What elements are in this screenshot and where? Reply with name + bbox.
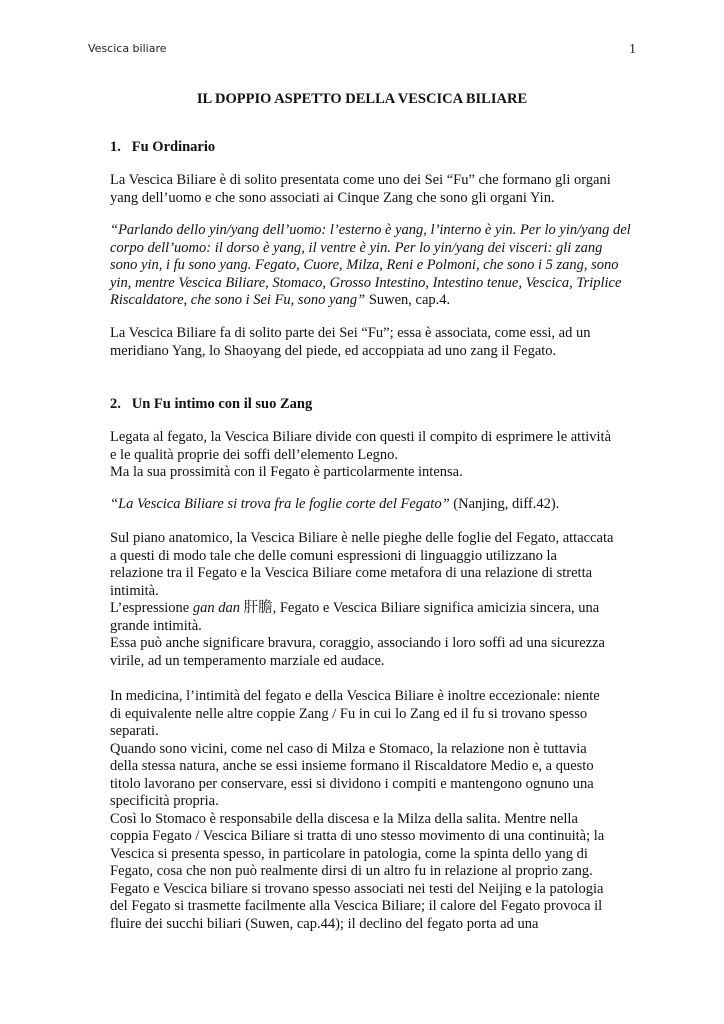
text-line: yin, mentre Vescica Biliare, Stomaco, Grosso Intestino, Intestino tenue, Vescica, Triplice [110, 274, 622, 291]
text-line: del Fegato si trasmette facilmente alla Vescica Biliare; il calore del Fegato provoca il [110, 898, 603, 914]
text-line: virile, ad un temperamento marziale ed audace. [110, 652, 385, 669]
text-segment: 肝膽, Fegato e Vescica Biliare significa amicizia sincera, una [239, 600, 600, 616]
text-line: specificità propria. [110, 793, 219, 809]
text-line: corpo dell’uomo: il dorso è yang, il ventre è yin. Per lo yin/yang dei visceri: gli zang [110, 239, 603, 256]
text-line: intimità. [110, 582, 159, 599]
paragraph-sei-fu [110, 325, 591, 360]
text-line: a questi di modo tale che delle comuni espressioni di linguaggio utilizzano la [110, 547, 557, 564]
text-line: Ma la sua prossimità con il Fegato è particolarmente intensa. [110, 464, 463, 480]
text-line: yang dell’uomo e che sono associati ai Cinque Zang che sono gli organi Yin. [110, 189, 555, 206]
document-title: IL DOPPIO ASPETTO DELLA VESCICA BILIARE [196, 91, 528, 107]
text-line: e le qualità proprie dei soffi dell’elemento Legno. [110, 446, 399, 463]
text-line: Quando sono vicini, come nel caso di Milza e Stomaco, la relazione non è tuttavia [110, 740, 587, 757]
text-line: della stessa natura, anche se essi insieme formano il Riscaldatore Medio e, a questo [110, 758, 594, 774]
quote-suwen [110, 222, 631, 310]
page-number: 1 [629, 42, 636, 57]
text-line: sono yin, i fu sono yang. Fegato, Cuore, Milza, Reni e Polmoni, che sono i 5 zang, sono [110, 257, 619, 273]
quote-source: (Nanjing, diff.42). [449, 496, 560, 512]
text-line: titolo lavorano per conservare, essi si dividono i compiti e mantengono ognuno una [110, 775, 594, 792]
running-header: Vescica biliare [88, 42, 167, 55]
text-line: In medicina, l’intimità del fegato e della Vescica Biliare è inoltre eccezionale: niente [110, 688, 600, 704]
term-gan-dan: gan dan [192, 600, 240, 616]
text-line: meridiano Yang, lo Shaoyang del piede, ed accoppiata ad uno zang il Fegato. [110, 342, 557, 359]
text-segment: L’espressione [110, 600, 193, 616]
text-line: La Vescica Biliare fa di solito parte dei Sei “Fu”; essa è associata, come essi, ad un [110, 325, 591, 341]
text-line: Fegato e Vescica biliare si trovano spesso associati nei testi del Neijing e la patologia [110, 880, 604, 897]
text-line: fluire dei succhi biliari (Suwen, cap.44); il declino del fegato porta ad una [110, 915, 539, 932]
section-heading-fu-intimo: 2. Un Fu intimo con il suo Zang [110, 396, 313, 412]
section-heading-fu-ordinario: 1. Fu Ordinario [110, 139, 216, 155]
text-line: relazione tra il Fegato e la Vescica Biliare come metafora di una relazione di stretta [110, 565, 593, 581]
quote-nanjing [110, 496, 559, 514]
text-line: “Parlando dello yin/yang dell’uomo: l’esterno è yang, l’interno è yin. Per lo yin/yang del [110, 222, 631, 238]
text-line: Sul piano anatomico, la Vescica Biliare è nelle pieghe delle foglie del Fegato, attaccata [110, 530, 614, 546]
text-line: grande intimità. [110, 617, 202, 634]
text-line: Riscaldatore, che sono i Sei Fu, sono yang” [110, 292, 366, 308]
text-line: La Vescica Biliare è di solito presentata come uno dei Sei “Fu” che formano gli organi [110, 172, 611, 188]
text-line: Così lo Stomaco è responsabile della discesa e la Milza della salita. Mentre nella [110, 810, 578, 827]
text-line: Vescica si presenta spesso, in particolare in patologia, come la spinta dello yang di [110, 845, 588, 862]
text-line: Legata al fegato, la Vescica Biliare divide con questi il compito di esprimere le attività [110, 429, 612, 445]
text-line: Fegato, cosa che non può realmente dirsi di un altro fu in relazione al proprio zang. [110, 863, 593, 879]
paragraph-medicina [110, 688, 604, 933]
text-line: coppia Fegato / Vescica Biliare si tratta di uno stesso movimento di una continuità; la [110, 828, 605, 844]
text-line: separati. [110, 723, 159, 739]
quote-text: “La Vescica Biliare si trova fra le foglie corte del Fegato” [110, 496, 450, 512]
quote-source: Suwen, cap.4. [365, 292, 451, 308]
text-line: Essa può anche significare bravura, coraggio, associando i loro soffi ad una sicurezza [110, 635, 605, 651]
paragraph-legata [110, 429, 611, 482]
paragraph-anatomico [110, 530, 613, 670]
text-line: di equivalente nelle altre coppie Zang / Fu in cui lo Zang ed il fu si trovano spesso [110, 705, 588, 722]
paragraph-intro [110, 172, 611, 207]
